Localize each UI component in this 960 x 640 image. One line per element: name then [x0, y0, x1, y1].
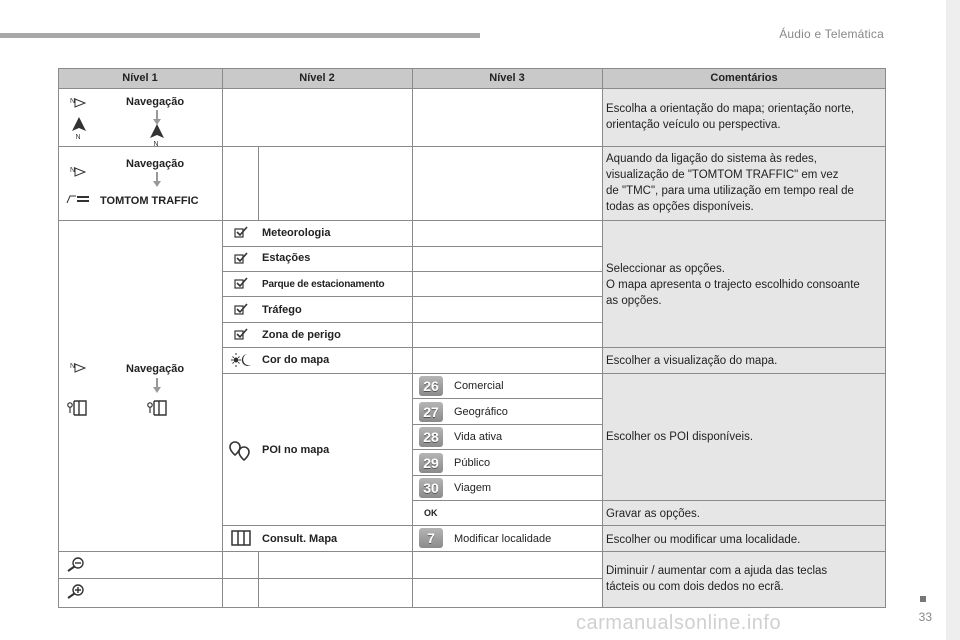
header-nivel-3: Nível 3	[412, 68, 602, 88]
poi-comercial[interactable]: Comercial	[454, 380, 504, 392]
zoom-in-icon[interactable]	[66, 583, 86, 599]
poi-icon[interactable]	[228, 440, 252, 462]
locality-badge: 7	[419, 528, 443, 548]
poi-viagem[interactable]: Viagem	[454, 482, 492, 494]
comment-orientation: Escolha a orientação do mapa; orientação norte, orientação veículo ou perspectiva.	[606, 103, 855, 131]
page-edge-strip	[946, 0, 960, 640]
map-orientation-icon	[148, 123, 166, 147]
level2-navegacao: Navegação	[126, 96, 185, 108]
svg-text:N: N	[70, 98, 76, 105]
comment-locality: Escolher ou modificar uma localidade.	[606, 534, 801, 546]
poi-badge: 29	[419, 453, 443, 473]
page-number: 33	[918, 610, 932, 624]
zoom-out-icon[interactable]	[66, 556, 86, 572]
comment-select-options: Seleccionar as opções. O mapa apresenta o trajecto escolhido consoante as opções.	[606, 263, 860, 307]
option-zona-de-perigo[interactable]: Zona de perigo	[262, 329, 341, 341]
poi-vida-ativa[interactable]: Vida ativa	[454, 431, 503, 443]
poi-badge: 28	[419, 427, 443, 447]
checkbox-icon[interactable]	[234, 277, 248, 289]
north-arrow-icon	[70, 95, 86, 109]
map-orientation-icon	[70, 116, 88, 140]
header-comentarios: Comentários	[602, 68, 886, 88]
map-icon[interactable]	[230, 529, 252, 547]
poi-badge: 30	[419, 478, 443, 498]
bullet-marker	[920, 596, 926, 602]
comment-tomtom: Aquando da ligação do sistema às redes, visualização de "TOMTOM TRAFFIC" em vez de "TMC", para uma utilização em tempo real de todas as opções disponíveis.	[606, 153, 854, 213]
checkbox-icon[interactable]	[234, 328, 248, 340]
watermark: carmanualsonline.info	[576, 612, 782, 634]
option-poi-no-mapa[interactable]: POI no mapa	[262, 444, 330, 456]
top-rule	[0, 33, 480, 38]
comment-map-view: Escolher a visualização do mapa.	[606, 355, 778, 367]
checkbox-icon[interactable]	[234, 303, 248, 315]
tomtom-traffic-label: TOMTOM TRAFFIC	[100, 195, 199, 207]
option-consult-mapa[interactable]: Consult. Mapa	[262, 533, 338, 545]
tomtom-traffic-icon	[66, 194, 90, 204]
svg-text:N: N	[70, 363, 76, 370]
map-settings-icon	[66, 399, 88, 417]
svg-text:N: N	[153, 141, 159, 147]
option-cor-do-mapa[interactable]: Cor do mapa	[262, 354, 330, 366]
checkbox-icon[interactable]	[234, 252, 248, 264]
poi-geografico[interactable]: Geográfico	[454, 406, 508, 418]
level2-navegacao: Navegação	[126, 158, 185, 170]
section-title: Áudio e Telemática	[779, 27, 884, 41]
comment-poi: Escolher os POI disponíveis.	[606, 431, 754, 443]
map-settings-icon	[146, 399, 168, 417]
svg-text:N: N	[75, 134, 81, 140]
option-modificar-localidade[interactable]: Modificar localidade	[454, 533, 552, 545]
checkbox-icon[interactable]	[234, 226, 248, 238]
option-estacoes[interactable]: Estações	[262, 252, 311, 264]
arrow-down-icon	[152, 378, 162, 394]
ok-button[interactable]: OK	[424, 508, 438, 518]
option-meteorologia[interactable]: Meteorologia	[262, 227, 331, 239]
poi-badge: 26	[419, 376, 443, 396]
comment-zoom: Diminuir / aumentar com a ajuda das teclas tácteis ou com dois dedos no ecrã.	[606, 565, 828, 593]
comment-save: Gravar as opções.	[606, 508, 700, 520]
settings-table	[58, 68, 886, 608]
level2-navegacao: Navegação	[126, 363, 185, 375]
navigation-icon	[70, 360, 86, 374]
header-nivel-1: Nível 1	[58, 68, 222, 88]
poi-badge: 27	[419, 402, 443, 422]
arrow-down-icon	[152, 172, 162, 188]
svg-text:N: N	[70, 167, 76, 174]
option-parque-estacionamento[interactable]: Parque de estacionamento	[262, 279, 385, 290]
navigation-icon	[70, 164, 86, 178]
poi-publico[interactable]: Público	[454, 457, 491, 469]
header-nivel-2: Nível 2	[222, 68, 412, 88]
day-night-icon[interactable]	[230, 352, 252, 368]
option-trafego[interactable]: Tráfego	[262, 304, 302, 316]
